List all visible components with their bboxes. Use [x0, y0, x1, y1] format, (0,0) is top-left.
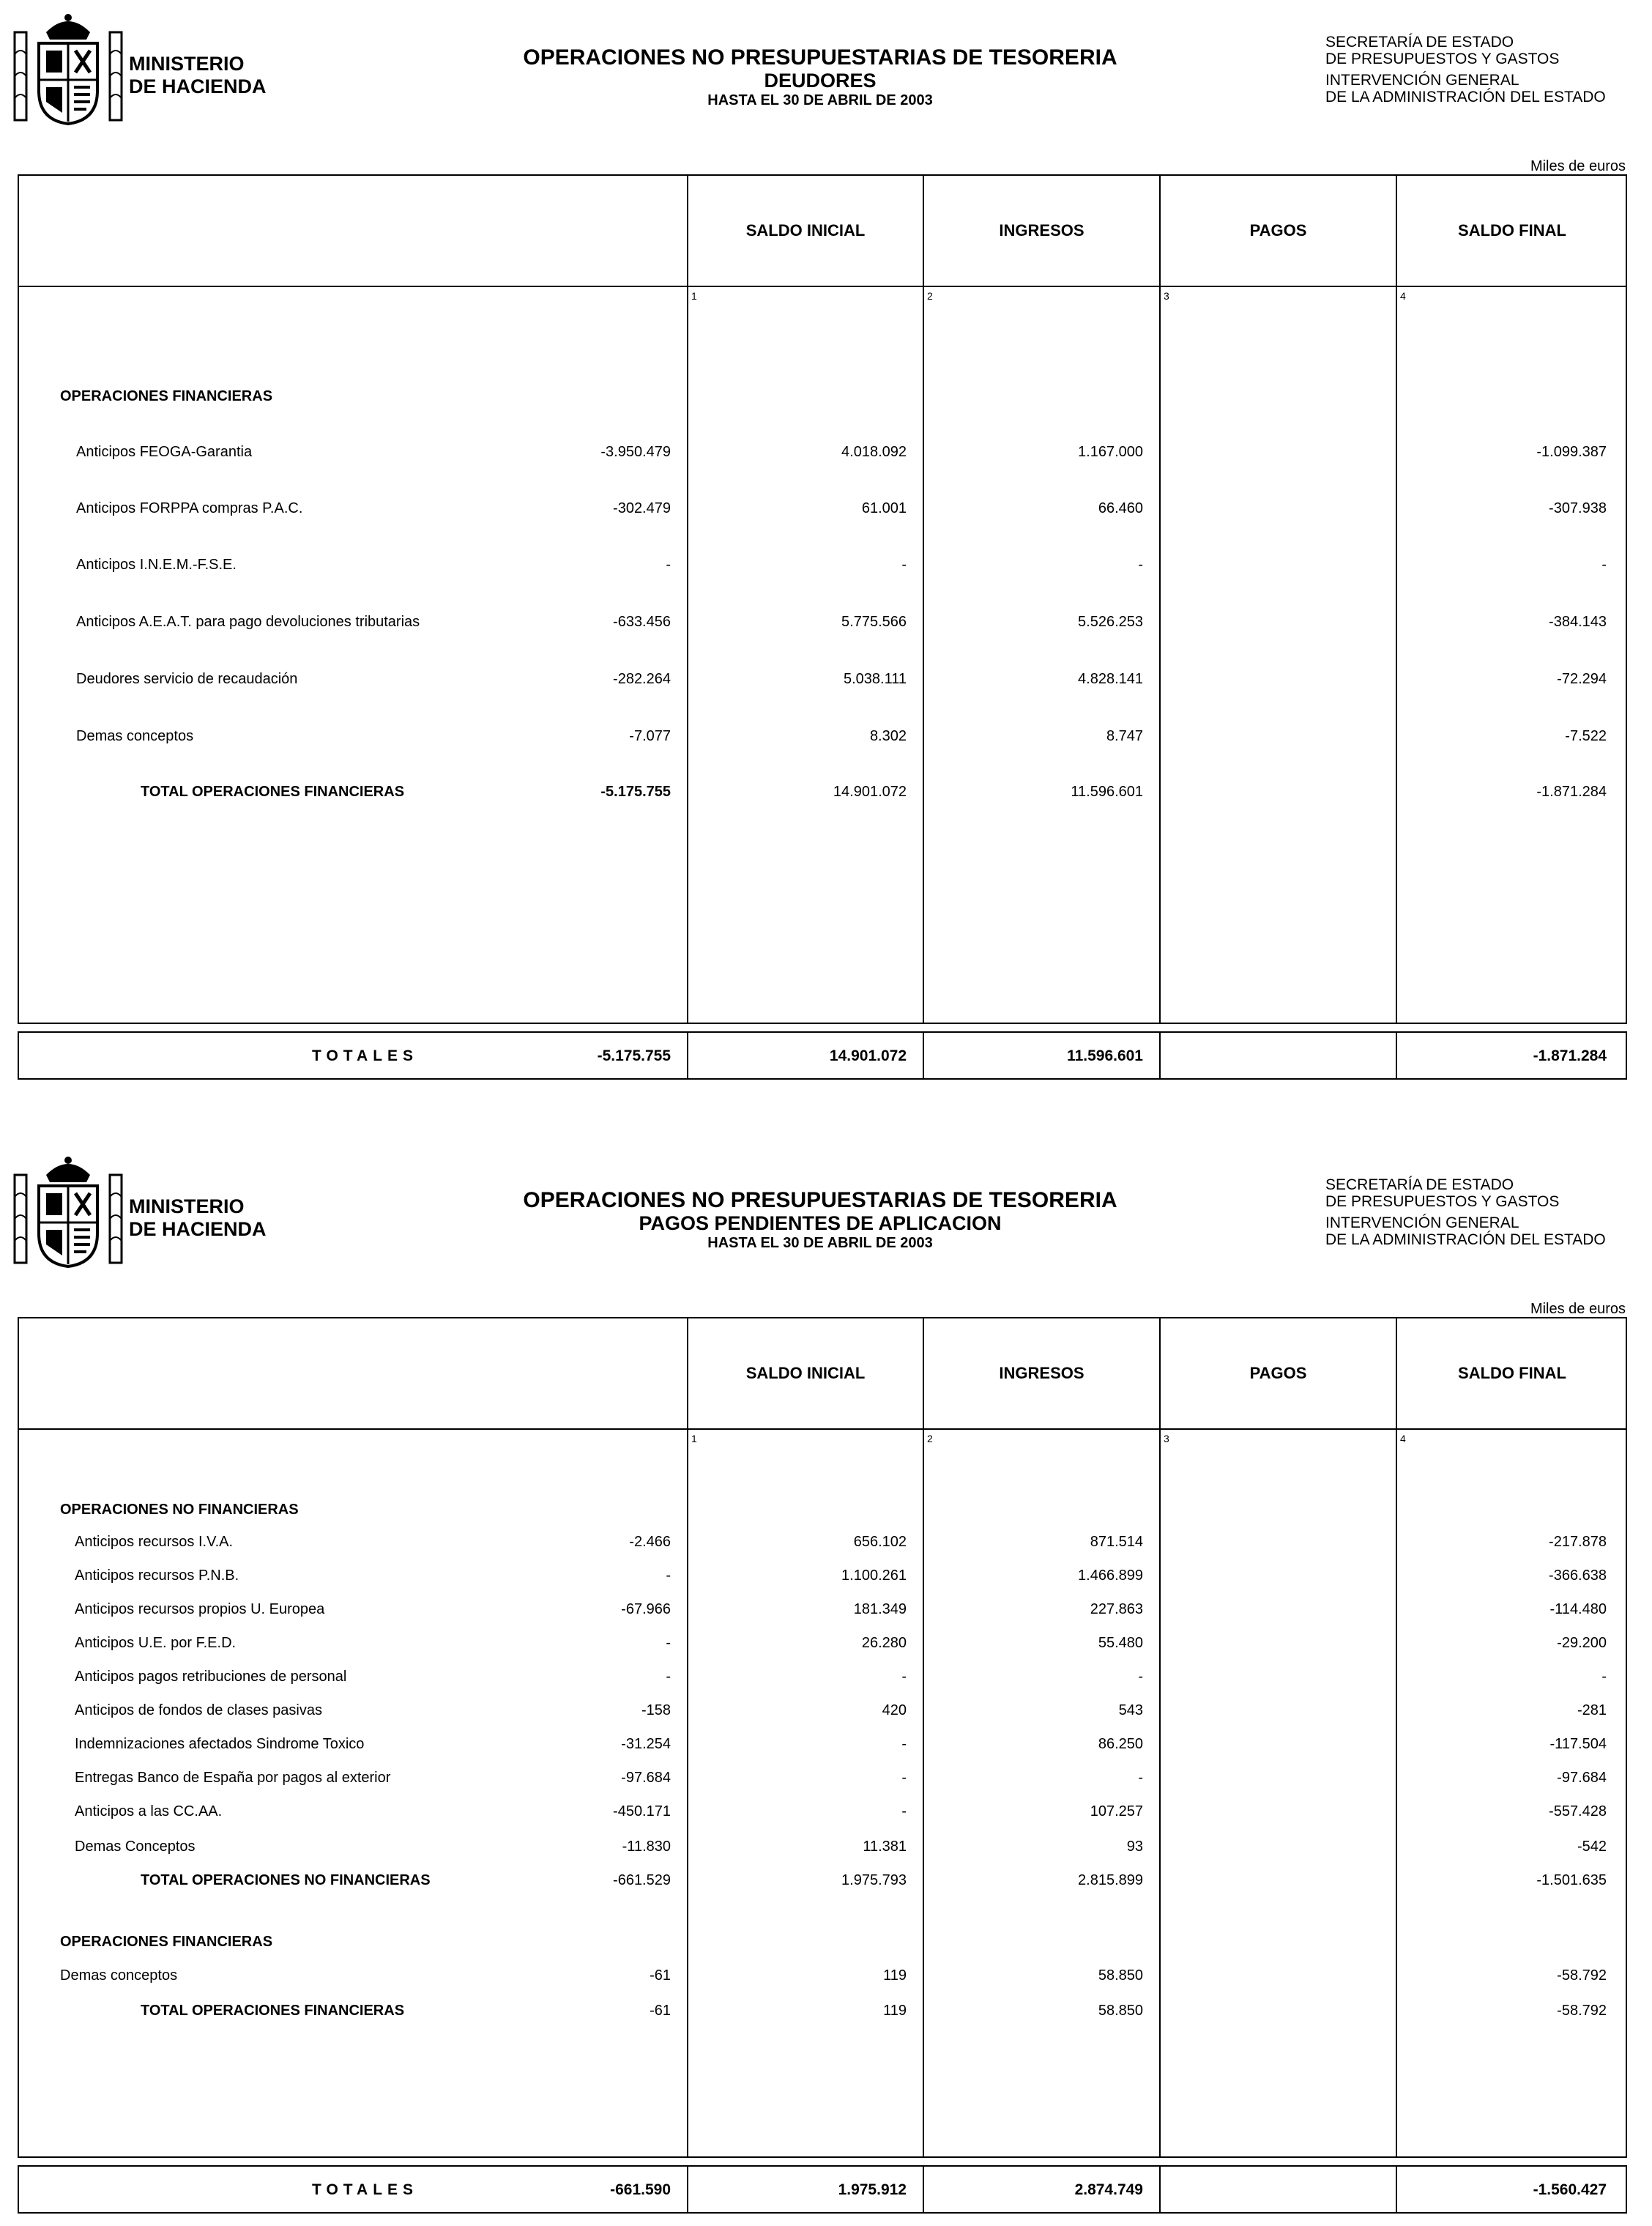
cell-saldo-final: -1.871.284: [1536, 784, 1607, 800]
cell-pagos: 86.250: [1098, 1736, 1143, 1752]
row-label: Anticipos U.E. por F.E.D.: [75, 1635, 237, 1651]
ministry-line2: DE HACIENDA: [129, 1218, 267, 1240]
issuer-block: [1325, 1176, 1606, 1248]
cell-saldo-inicial: -61: [650, 1967, 671, 1984]
cell-saldo-final: -58.792: [1557, 2003, 1607, 2019]
cell-saldo-inicial: -97.684: [621, 1770, 671, 1786]
row-label: Demas Conceptos: [75, 1839, 196, 1855]
subtotal-row: [19, 2003, 1626, 2025]
cell-saldo-inicial: -3.950.479: [600, 444, 671, 460]
main-title: OPERACIONES NO PRESUPUESTARIAS DE TESORERIA: [523, 45, 1117, 70]
cell-ingresos: 5.038.111: [843, 671, 907, 687]
subtotal-row: [19, 1872, 1626, 1894]
total-ingresos: 1.975.912: [838, 2181, 907, 2198]
cell-ingresos: 1.975.793: [841, 1872, 907, 1888]
cell-pagos: 11.596.601: [1071, 784, 1143, 800]
cell-ingresos: 1.100.261: [841, 1568, 907, 1584]
total-pagos: 11.596.601: [1067, 1047, 1143, 1064]
totals-label: TOTALES: [312, 1047, 419, 1064]
cell-ingresos: 4.018.092: [841, 444, 907, 460]
cell-saldo-final: -7.522: [1565, 728, 1607, 744]
cell-saldo-inicial: -: [666, 1568, 671, 1584]
cell-saldo-inicial: -158: [641, 1702, 671, 1718]
subtotal-label: TOTAL OPERACIONES FINANCIERAS: [141, 2003, 405, 2019]
cell-saldo-final: -114.480: [1549, 1601, 1607, 1617]
col-header-saldo-inicial: SALDO INICIAL: [745, 221, 866, 240]
subtotal-label: TOTAL OPERACIONES NO FINANCIERAS: [141, 1872, 431, 1888]
table-row: [19, 1770, 1626, 1792]
cell-ingresos: 119: [883, 2003, 907, 2019]
totals-label: TOTALES: [312, 2181, 419, 2198]
cell-saldo-inicial: -282.264: [613, 671, 671, 687]
cell-pagos: 93: [1126, 1839, 1143, 1855]
row-label: Anticipos de fondos de clases pasivas: [75, 1702, 322, 1718]
cell-pagos: 8.747: [1106, 728, 1143, 744]
cell-pagos: 107.257: [1090, 1803, 1143, 1819]
cell-saldo-inicial: -661.529: [613, 1872, 671, 1888]
table-row: [19, 1702, 1626, 1724]
cell-saldo-final: -366.638: [1549, 1568, 1607, 1584]
total-saldo-inicial: -5.175.755: [597, 1047, 671, 1064]
cell-pagos: -: [1138, 557, 1143, 573]
col-number: 4: [1400, 1433, 1406, 1444]
table-row: [19, 1568, 1626, 1589]
data-table: [18, 1317, 1627, 2158]
report-subtitle: PAGOS PENDIENTES DE APLICACION: [639, 1212, 1002, 1234]
row-label: Anticipos pagos retribuciones de personal: [75, 1669, 347, 1685]
col-number: 1: [691, 1433, 697, 1444]
cell-pagos: 1.167.000: [1078, 444, 1143, 460]
table-row: [19, 1635, 1626, 1657]
cell-saldo-final: -557.428: [1549, 1803, 1607, 1819]
col-number: 2: [927, 290, 933, 302]
cell-saldo-inicial: -2.466: [629, 1534, 671, 1550]
cell-ingresos: 5.775.566: [841, 614, 907, 630]
cell-ingresos: 26.280: [861, 1635, 907, 1651]
col-header-ingresos: INGRESOS: [999, 221, 1084, 240]
cell-saldo-final: -117.504: [1549, 1736, 1607, 1752]
section-title: OPERACIONES FINANCIERAS: [60, 388, 273, 404]
issuer-line3: INTERVENCIÓN GENERAL: [1325, 1214, 1519, 1231]
col-header-pagos: PAGOS: [1249, 1364, 1307, 1382]
total-pagos: 2.874.749: [1074, 2181, 1143, 2198]
table-row: [19, 1839, 1626, 1860]
cell-pagos: 227.863: [1090, 1601, 1143, 1617]
row-label: Indemnizaciones afectados Sindrome Toxico: [75, 1736, 365, 1752]
totals-row: [18, 2165, 1627, 2214]
cell-saldo-final: -29.200: [1557, 1635, 1607, 1651]
ministry-line1: MINISTERIO: [129, 1195, 245, 1217]
report-pagos-pendientes: [0, 1143, 1652, 2226]
col-header-ingresos: INGRESOS: [999, 1364, 1084, 1382]
issuer-line2: DE PRESUPUESTOS Y GASTOS: [1325, 51, 1560, 67]
report-subtitle: DEUDORES: [764, 70, 877, 92]
row-label: Anticipos recursos P.N.B.: [75, 1568, 239, 1584]
col-number: 3: [1164, 1433, 1169, 1444]
cell-saldo-final: -97.684: [1557, 1770, 1607, 1786]
ministry-name: [129, 1195, 267, 1241]
cell-ingresos: -: [901, 1736, 907, 1752]
col-number: 1: [691, 290, 697, 302]
cell-ingresos: -: [901, 557, 907, 573]
units-label: Miles de euros: [1530, 1301, 1626, 1317]
cell-saldo-inicial: -11.830: [622, 1839, 671, 1855]
report-deudores: [0, 0, 1652, 1099]
row-label: Demas conceptos: [60, 1967, 178, 1984]
row-label: Anticipos recursos propios U. Europea: [75, 1601, 325, 1617]
cell-saldo-final: -1.501.635: [1536, 1872, 1607, 1888]
cell-saldo-final: -217.878: [1549, 1534, 1607, 1550]
table-row: [19, 614, 1626, 636]
total-ingresos: 14.901.072: [829, 1047, 907, 1064]
cell-pagos: -: [1138, 1669, 1143, 1685]
subtotal-label: TOTAL OPERACIONES FINANCIERAS: [141, 784, 405, 800]
report-title-block: [454, 45, 1186, 109]
cell-ingresos: -: [901, 1669, 907, 1685]
coat-of-arms-icon: [13, 1153, 123, 1270]
cell-ingresos: 14.901.072: [833, 784, 907, 800]
report-header: [0, 1143, 1652, 1289]
coat-of-arms-icon: [13, 10, 123, 127]
cell-pagos: 2.815.899: [1078, 1872, 1143, 1888]
cell-pagos: 55.480: [1098, 1635, 1143, 1651]
cell-saldo-inicial: -: [666, 1635, 671, 1651]
table-row: [19, 444, 1626, 466]
cell-pagos: 543: [1118, 1702, 1143, 1718]
cell-pagos: 58.850: [1098, 2003, 1143, 2019]
row-label: Entregas Banco de España por pagos al exterior: [75, 1770, 391, 1786]
issuer-line2: DE PRESUPUESTOS Y GASTOS: [1325, 1193, 1560, 1210]
cell-pagos: 1.466.899: [1078, 1568, 1143, 1584]
cell-saldo-final: -: [1601, 1669, 1607, 1685]
section-title: OPERACIONES NO FINANCIERAS: [60, 1502, 299, 1518]
date-line: HASTA EL 30 DE ABRIL DE 2003: [707, 1235, 933, 1251]
cell-saldo-inicial: -5.175.755: [600, 784, 671, 800]
row-label: Anticipos a las CC.AA.: [75, 1803, 223, 1819]
col-header-pagos: PAGOS: [1249, 221, 1307, 240]
col-number: 2: [927, 1433, 933, 1444]
issuer-block: [1325, 34, 1606, 105]
row-label: Anticipos I.N.E.M.-F.S.E.: [76, 557, 237, 573]
issuer-line1: SECRETARÍA DE ESTADO: [1325, 34, 1514, 51]
cell-saldo-final: -542: [1577, 1839, 1607, 1855]
cell-saldo-inicial: -302.479: [613, 500, 671, 516]
row-label: Anticipos recursos I.V.A.: [75, 1534, 234, 1550]
cell-pagos: 5.526.253: [1078, 614, 1143, 630]
report-title-block: [454, 1188, 1186, 1252]
cell-saldo-inicial: -633.456: [613, 614, 671, 630]
table-row: [19, 1967, 1626, 1989]
issuer-line1: SECRETARÍA DE ESTADO: [1325, 1176, 1514, 1193]
report-header: [0, 0, 1652, 146]
row-label: Deudores servicio de recaudación: [76, 671, 298, 687]
table-row: [19, 671, 1626, 693]
cell-saldo-inicial: -7.077: [629, 728, 671, 744]
cell-ingresos: 420: [882, 1702, 907, 1718]
cell-ingresos: 8.302: [869, 728, 907, 744]
cell-pagos: 4.828.141: [1078, 671, 1143, 687]
main-title: OPERACIONES NO PRESUPUESTARIAS DE TESORERIA: [523, 1188, 1117, 1212]
table-row: [19, 1669, 1626, 1691]
col-header-saldo-final: SALDO FINAL: [1458, 221, 1566, 240]
issuer-line4: DE LA ADMINISTRACIÓN DEL ESTADO: [1325, 1231, 1606, 1248]
cell-pagos: 66.460: [1098, 500, 1143, 516]
col-header-saldo-inicial: SALDO INICIAL: [745, 1364, 866, 1382]
issuer-line3: INTERVENCIÓN GENERAL: [1325, 72, 1519, 89]
ministry-line1: MINISTERIO: [129, 53, 245, 75]
cell-saldo-inicial: -: [666, 557, 671, 573]
cell-saldo-inicial: -61: [650, 2003, 671, 2019]
totals-row: [18, 1031, 1627, 1080]
cell-saldo-inicial: -31.254: [621, 1736, 671, 1752]
issuer-line4: DE LA ADMINISTRACIÓN DEL ESTADO: [1325, 89, 1606, 105]
cell-ingresos: 119: [883, 1967, 907, 1984]
cell-ingresos: -: [901, 1803, 907, 1819]
cell-saldo-final: -281: [1577, 1702, 1607, 1718]
col-number: 3: [1164, 290, 1169, 302]
cell-ingresos: 11.381: [863, 1839, 907, 1855]
total-saldo-final: -1.871.284: [1533, 1047, 1607, 1064]
cell-ingresos: 61.001: [861, 500, 907, 516]
ministry-line2: DE HACIENDA: [129, 75, 267, 97]
row-label: Anticipos FEOGA-Garantia: [76, 444, 253, 460]
row-label: Anticipos FORPPA compras P.A.C.: [76, 500, 303, 516]
units-label: Miles de euros: [1530, 158, 1626, 174]
cell-saldo-final: -58.792: [1557, 1967, 1607, 1984]
table-row: [19, 1534, 1626, 1556]
cell-ingresos: 181.349: [853, 1601, 907, 1617]
cell-saldo-final: -384.143: [1549, 614, 1607, 630]
cell-saldo-inicial: -67.966: [621, 1601, 671, 1617]
cell-saldo-final: -307.938: [1549, 500, 1607, 516]
table-row: [19, 1803, 1626, 1825]
col-header-saldo-final: SALDO FINAL: [1458, 1364, 1566, 1382]
total-saldo-final: -1.560.427: [1533, 2181, 1607, 2198]
cell-ingresos: -: [901, 1770, 907, 1786]
cell-saldo-final: -: [1601, 557, 1607, 573]
cell-saldo-inicial: -: [666, 1669, 671, 1685]
data-table: [18, 174, 1627, 1024]
date-line: HASTA EL 30 DE ABRIL DE 2003: [707, 92, 933, 108]
cell-pagos: -: [1138, 1770, 1143, 1786]
ministry-name: [129, 53, 267, 98]
table-row: [19, 1601, 1626, 1623]
cell-saldo-final: -1.099.387: [1536, 444, 1607, 460]
cell-ingresos: 656.102: [853, 1534, 907, 1550]
table-row: [19, 500, 1626, 522]
cell-pagos: 58.850: [1098, 1967, 1143, 1984]
table-row: [19, 557, 1626, 579]
cell-pagos: 871.514: [1090, 1534, 1143, 1550]
table-row: [19, 728, 1626, 750]
subtotal-row: [19, 784, 1626, 806]
cell-saldo-inicial: -450.171: [613, 1803, 671, 1819]
cell-saldo-final: -72.294: [1557, 671, 1607, 687]
section-title: OPERACIONES FINANCIERAS: [60, 1934, 273, 1950]
total-saldo-inicial: -661.590: [610, 2181, 671, 2198]
row-label: Anticipos A.E.A.T. para pago devoluciones tributarias: [76, 614, 420, 630]
col-number: 4: [1400, 290, 1406, 302]
row-label: Demas conceptos: [76, 728, 194, 744]
table-row: [19, 1736, 1626, 1758]
